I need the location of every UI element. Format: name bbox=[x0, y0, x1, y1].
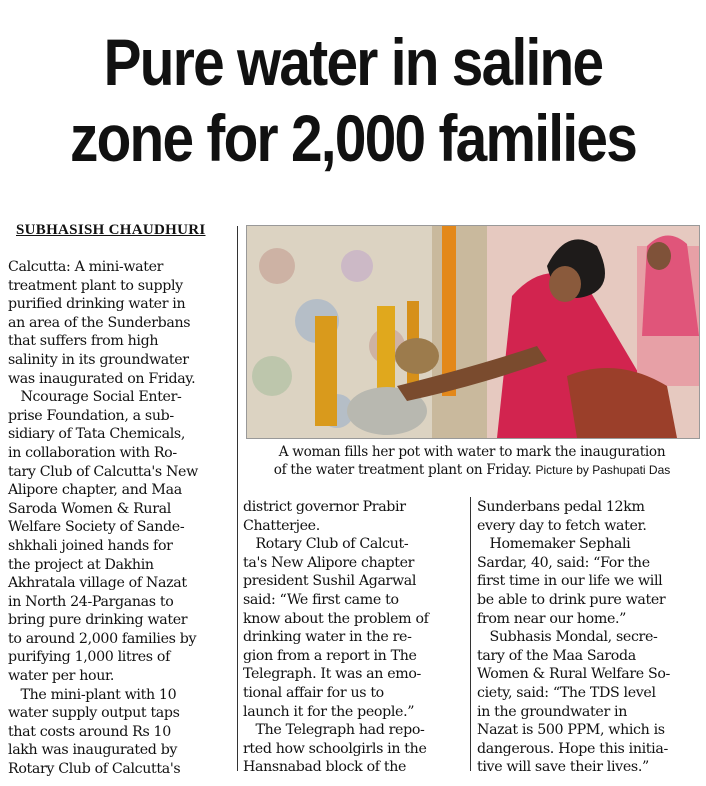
news-photo bbox=[246, 225, 700, 439]
article-line: lakh was inaugurated by bbox=[8, 742, 178, 759]
article-line: Sunderbans pedal 12km bbox=[477, 499, 645, 515]
headline-line-1: Pure water in saline bbox=[103, 25, 603, 99]
article-line: that costs around Rs 10 bbox=[8, 723, 171, 740]
article-line: was inaugurated on Friday. bbox=[8, 370, 196, 387]
article-line: know about the problem of bbox=[243, 610, 429, 627]
article-line: Sardar, 40, said: “For the bbox=[477, 554, 650, 571]
article-line: district governor Prabir bbox=[243, 499, 406, 515]
article-line: water supply output taps bbox=[8, 705, 180, 722]
article-line: gion from a report in The bbox=[243, 647, 417, 664]
caption-line-2 bbox=[246, 461, 698, 479]
article-line: bring pure drinking water bbox=[8, 612, 188, 629]
article-line: president Sushil Agarwal bbox=[243, 573, 417, 590]
article-line: from near our home.” bbox=[477, 610, 627, 627]
article-line: every day to fetch water. bbox=[477, 517, 647, 534]
article-line: tive will save their lives.” bbox=[477, 759, 649, 776]
article-line: drinking water in the re- bbox=[243, 629, 412, 646]
caption-line-1: A woman fills her pot with water to mark the inauguration bbox=[278, 444, 666, 460]
headline-line-2: zone for 2,000 families bbox=[69, 101, 637, 175]
article-line: treatment plant to supply bbox=[8, 277, 183, 294]
article-line: Homemaker Sephali bbox=[477, 536, 631, 553]
article-line: Rotary Club of Calcut- bbox=[243, 536, 409, 553]
article-line: Nazat is 500 PPM, which is bbox=[477, 722, 665, 739]
article-line: launch it for the people.” bbox=[243, 703, 415, 720]
article-line: the project at Dakhin bbox=[8, 556, 154, 573]
article-line: in collaboration with Ro- bbox=[8, 444, 177, 461]
article-line: The Telegraph had repo- bbox=[243, 722, 425, 739]
article-line: purifying 1,000 litres of bbox=[8, 649, 170, 666]
article-line: tary of the Maa Saroda bbox=[477, 647, 636, 664]
article-line: be able to drink pure water bbox=[477, 591, 666, 608]
column-rule-2 bbox=[470, 497, 471, 771]
article-column-1 bbox=[8, 258, 233, 779]
article-line: prise Foundation, a sub- bbox=[8, 407, 174, 424]
article-line: Hansnabad block of the bbox=[243, 759, 407, 776]
article-line: water per hour. bbox=[8, 668, 115, 685]
article-line: that suffers from high bbox=[8, 333, 159, 350]
column-rule-1 bbox=[237, 226, 238, 771]
headline bbox=[49, 24, 656, 176]
article-line: in the groundwater in bbox=[477, 703, 628, 720]
article-line: Women & Rural Welfare So- bbox=[477, 666, 670, 683]
article-line: purified drinking water in bbox=[8, 296, 186, 313]
article-line: Welfare Society of Sande- bbox=[8, 519, 185, 536]
article-line: to around 2,000 families by bbox=[8, 630, 197, 647]
photo-illustration bbox=[247, 226, 699, 438]
article-line: sidiary of Tata Chemicals, bbox=[8, 426, 186, 443]
article-line: dangerous. Hope this initia- bbox=[477, 740, 668, 757]
byline: SUBHASISH CHAUDHURI bbox=[16, 222, 206, 238]
photo-credit: Picture by Pashupati Das bbox=[535, 463, 671, 477]
article-line: Chatterjee. bbox=[243, 517, 320, 534]
article-line: rted how schoolgirls in the bbox=[243, 740, 427, 757]
article-line: Saroda Women & Rural bbox=[8, 500, 171, 517]
article-line: Telegraph. It was an emo- bbox=[243, 666, 422, 683]
article-line: The mini-plant with 10 bbox=[8, 686, 177, 703]
article-line: first time in our life we will bbox=[477, 573, 663, 590]
article-line: said: “We first came to bbox=[243, 591, 399, 608]
article-line: shkhali joined hands for bbox=[8, 537, 173, 554]
article-line: Rotary Club of Calcutta's bbox=[8, 761, 181, 778]
article-line: ciety, said: “The TDS level bbox=[477, 684, 656, 701]
article-line: an area of the Sunderbans bbox=[8, 314, 191, 331]
article-line: tary Club of Calcutta's New bbox=[8, 463, 198, 480]
article-line: Akhratala village of Nazat bbox=[8, 575, 187, 592]
photo-caption bbox=[246, 443, 698, 479]
article-line: tional affair for us to bbox=[243, 684, 384, 701]
article-line: salinity in its groundwater bbox=[8, 351, 189, 368]
article-line: in North 24-Parganas to bbox=[8, 593, 174, 610]
caption-line-2-text: of the water treatment plant on Friday. bbox=[273, 462, 532, 478]
article-column-2 bbox=[243, 498, 468, 777]
article-column-3 bbox=[477, 498, 702, 777]
article-line: Subhasis Mondal, secre- bbox=[477, 629, 658, 646]
article-line: Ncourage Social Enter- bbox=[8, 389, 182, 406]
article-line: Calcutta: A mini-water bbox=[8, 259, 164, 275]
article-line: ta's New Alipore chapter bbox=[243, 554, 415, 571]
article-line: Alipore chapter, and Maa bbox=[8, 482, 182, 499]
